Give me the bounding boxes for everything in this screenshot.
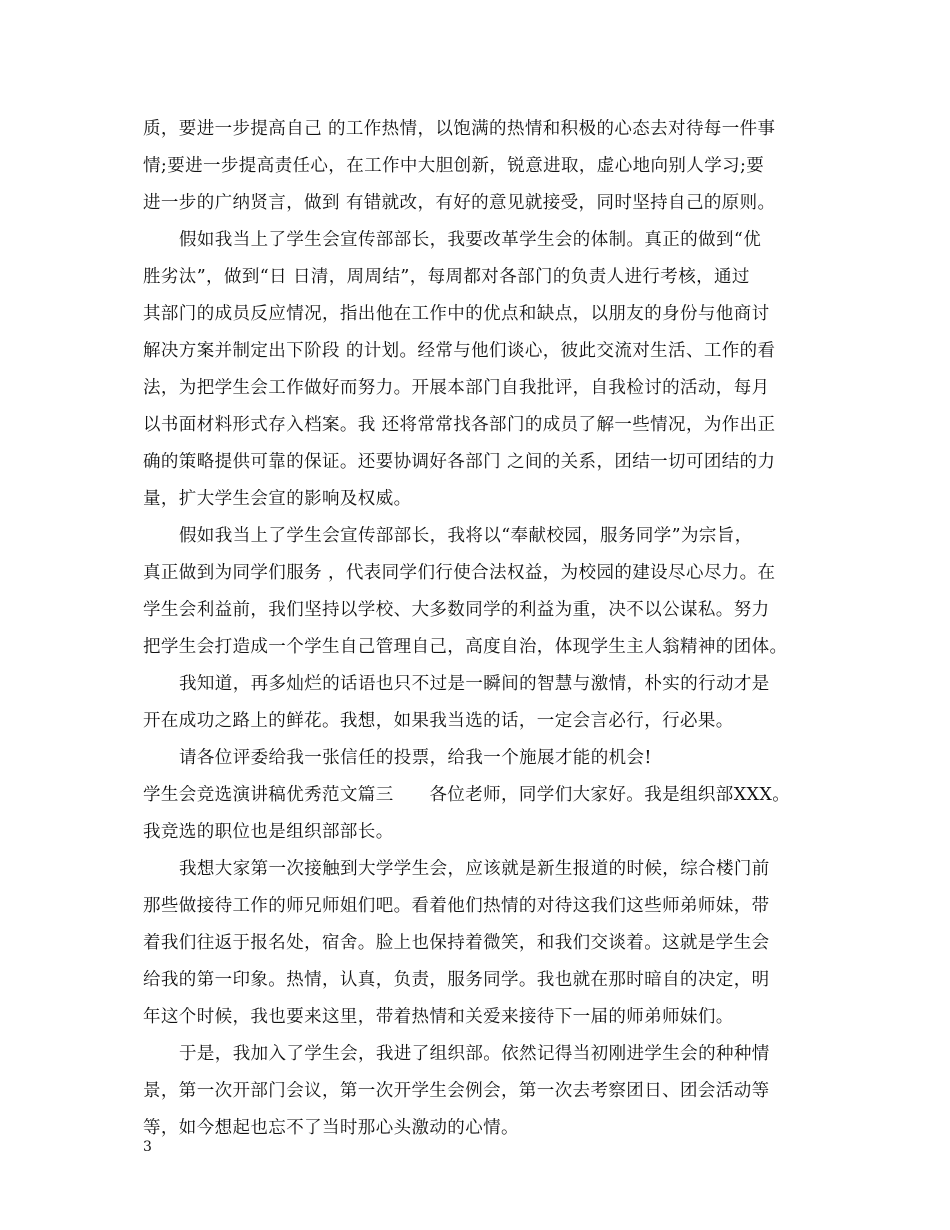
text-line: 解决方案并制定出下阶段 的计划。经常与他们谈心，彼此交流对生活、工作的看 <box>143 341 776 361</box>
text-line: 景，第一次开部门会议，第一次开学生会例会，第一次去考察团日、团会活动等 <box>143 1081 770 1101</box>
text-line: 开在成功之路上的鲜花。我想，如果我当选的话，一定会言必行，行必果。 <box>143 711 734 731</box>
text-line: 真正做到为同学们服务 ，代表同学们行使合法权益，为校园的建设尽心尽力。在 <box>143 563 776 583</box>
text-line: 学生会利益前，我们坚持以学校、大多数同学的利益为重，决不以公谋私。努力 <box>143 600 770 620</box>
text-line: 以书面材料形式存入档案。我 还将常常找各部门的成员了解一些情况，为作出正 <box>143 415 776 435</box>
paragraph-start-line: 请各位评委给我一张信任的投票，给我一个施展才能的机会! <box>179 748 652 768</box>
paragraph-start-line: 我想大家第一次接触到大学学生会，应该就是新生报道的时候，综合楼门前 <box>179 859 770 879</box>
text-line: 质，要进一步提高自己 的工作热情，以饱满的热情和积极的心态去对待每一件事 <box>143 119 776 139</box>
text-line: 量，扩大学生会宣的影响及权威。 <box>143 489 412 509</box>
text-line: 情;要进一步提高责任心，在工作中大胆创新，锐意进取，虚心地向别人学习;要 <box>143 156 765 176</box>
text-line: 胜劣汰”，做到“日 日清，周周结”，每周都对各部门的负责人进行考核，通过 <box>143 267 750 287</box>
paragraph-start-line: 我知道，再多灿烂的话语也只不过是一瞬间的智慧与激情，朴实的行动才是 <box>179 674 770 694</box>
text-line: 年这个时候，我也要来这里，带着热情和关爱来接待下一届的师弟师妹们。 <box>143 1007 734 1027</box>
paragraph-start-line: 于是，我加入了学生会，我进了组织部。依然记得当初刚进学生会的种种情 <box>179 1044 770 1064</box>
text-line: 其部门的成员反应情况，指出他在工作中的优点和缺点，以朋友的身份与他商讨 <box>143 304 770 324</box>
text-line: 进一步的广纳贤言，做到 有错就改，有好的意见就接受，同时坚持自己的原则。 <box>143 193 776 213</box>
page-number: 3 <box>143 1139 152 1155</box>
text-line: 给我的第一印象。热情，认真，负责，服务同学。我也就在那时暗自的决定，明 <box>143 970 770 990</box>
text-line: 法，为把学生会工作做好而努力。开展本部门自我批评，自我检讨的活动，每月 <box>143 378 770 398</box>
section-heading-line: 学生会竞选演讲稿优秀范文篇三 各位老师，同学们大家好。我是组织部XXX。 <box>143 785 791 805</box>
paragraph-start-line: 假如我当上了学生会宣传部部长，我要改革学生会的体制。真正的做到“优 <box>179 230 762 250</box>
paragraph-start-line: 假如我当上了学生会宣传部部长，我将以“奉献校园，服务同学”为宗旨， <box>179 526 753 546</box>
text-line: 确的策略提供可靠的保证。还要协调好各部门 之间的关系，团结一切可团结的力 <box>143 452 776 472</box>
text-line: 着我们往返于报名处，宿舍。脸上也保持着微笑，和我们交谈着。这就是学生会 <box>143 933 770 953</box>
text-line: 那些做接待工作的师兄师姐们吧。看着他们热情的对待这我们这些师弟师妹，带 <box>143 896 770 916</box>
text-line: 我竞选的职位也是组织部部长。 <box>143 822 394 842</box>
text-line: 把学生会打造成一个学生自己管理自己，高度自治，体现学生主人翁精神的团体。 <box>143 637 788 657</box>
text-line: 等，如今想起也忘不了当时那心头激动的心情。 <box>143 1118 519 1138</box>
